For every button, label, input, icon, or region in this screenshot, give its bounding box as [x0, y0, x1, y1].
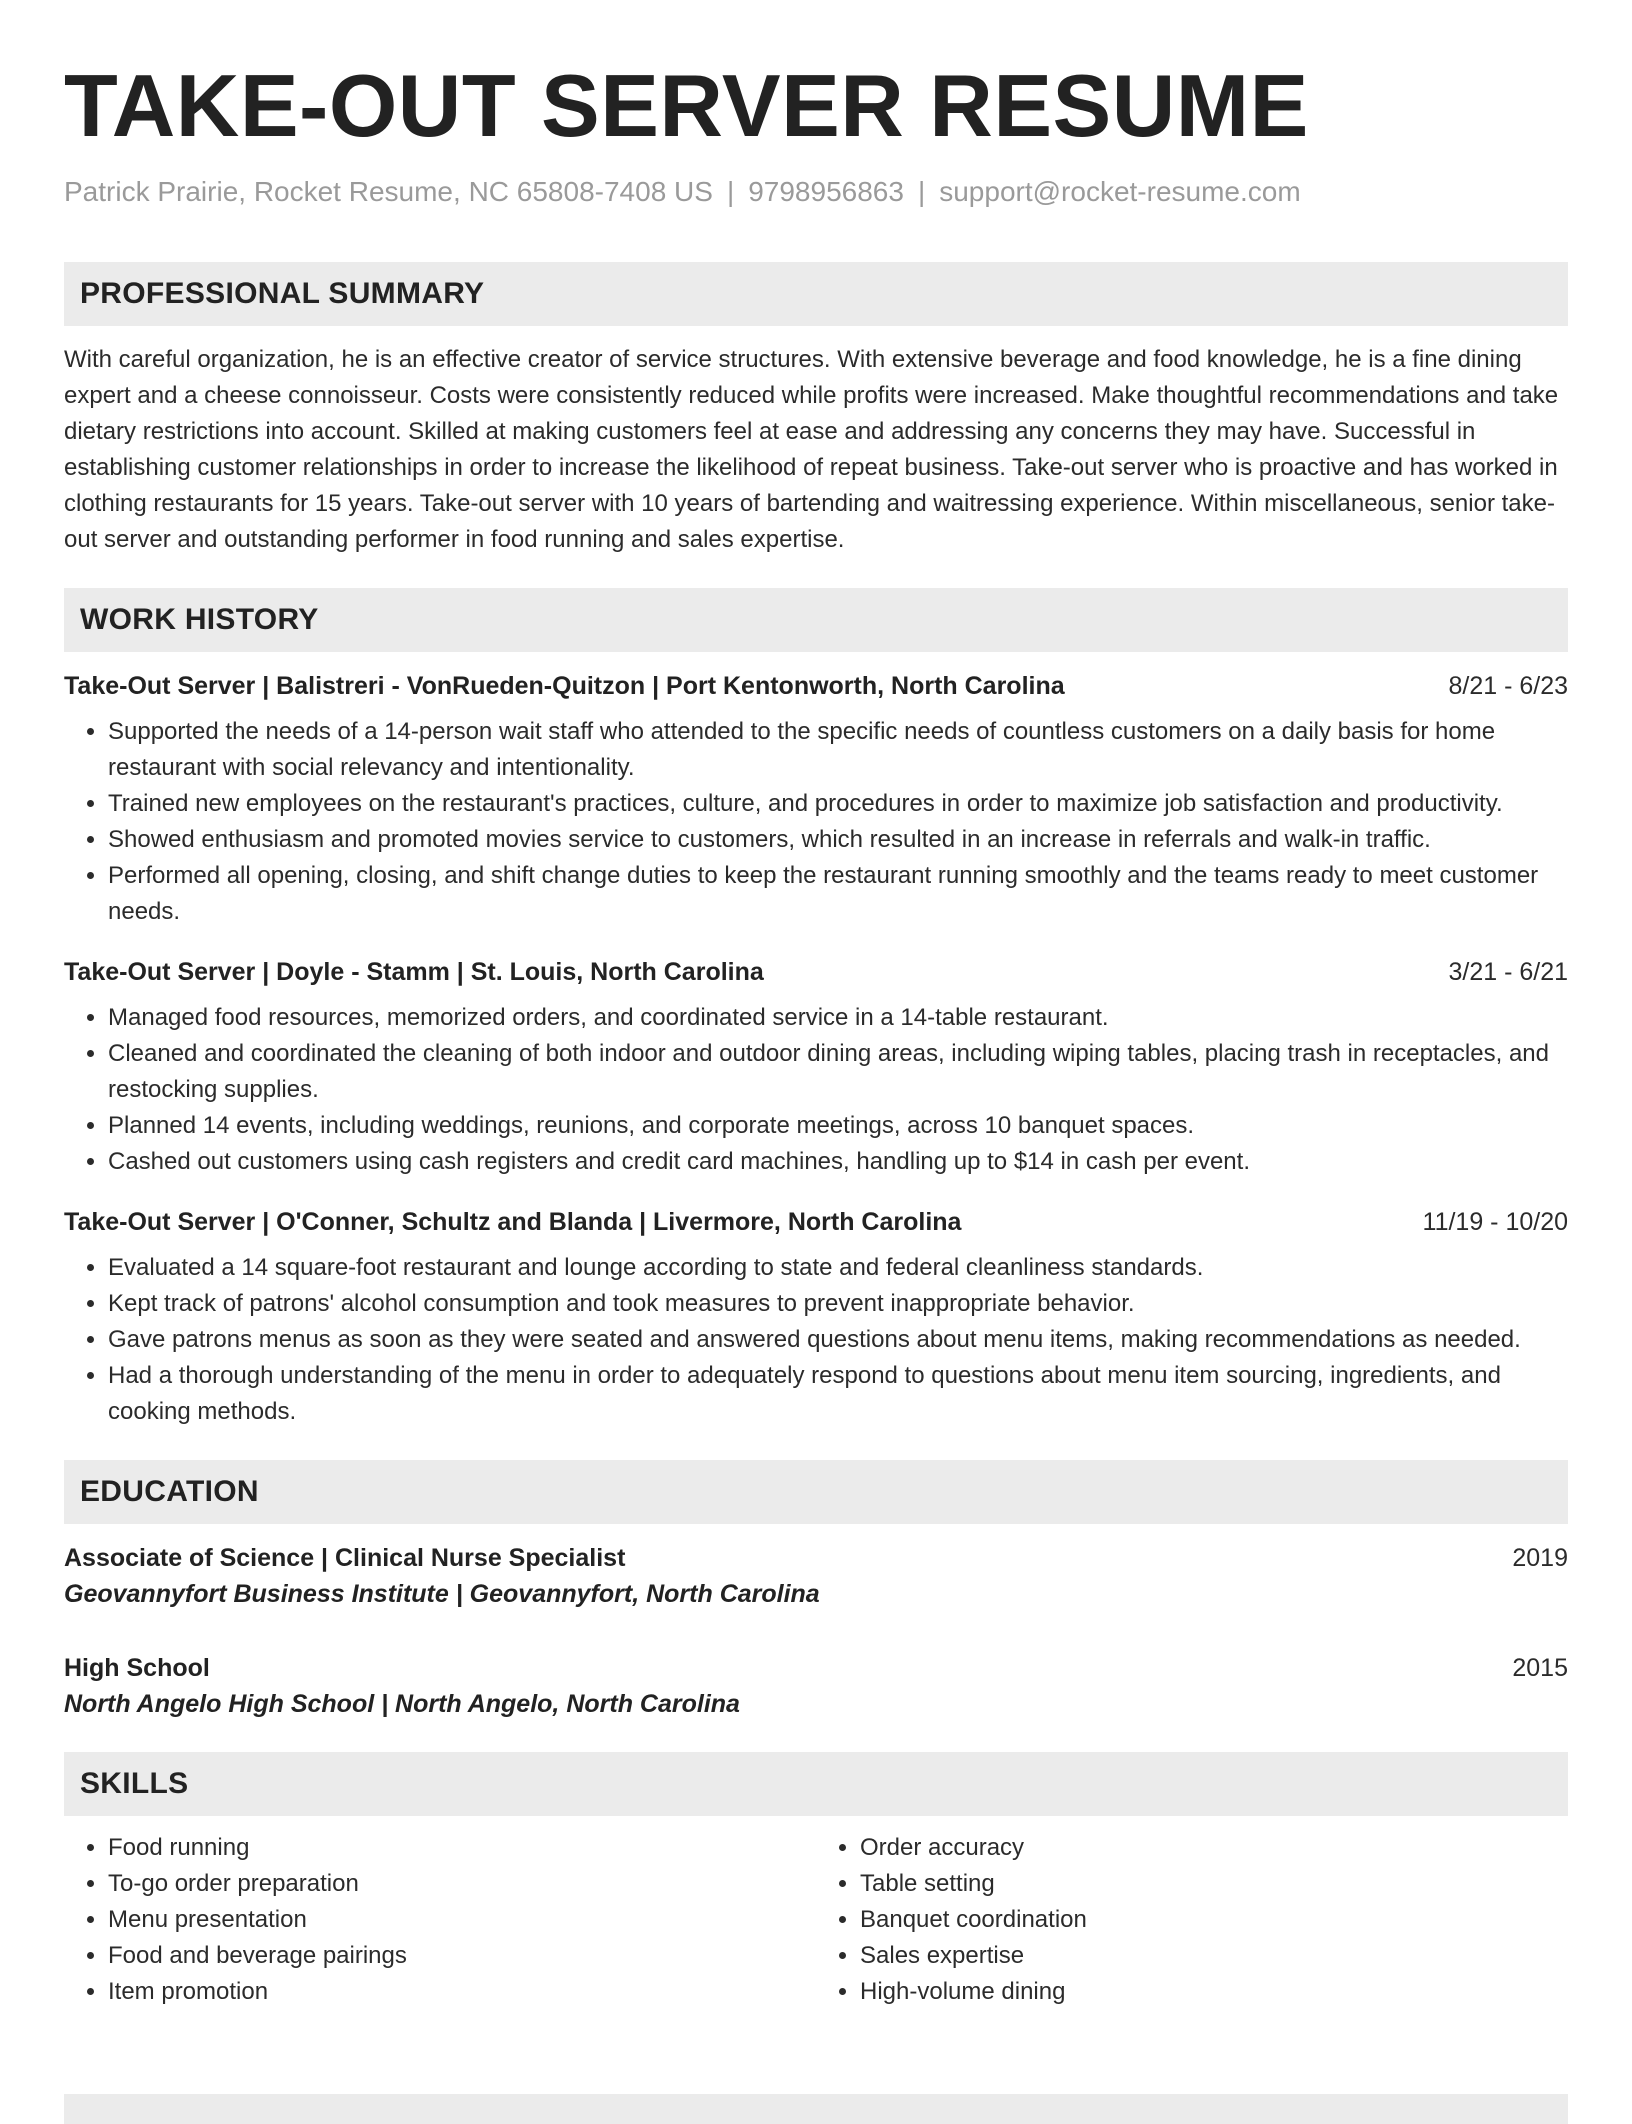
job-bullet: • Had a thorough understanding of the menu in order to adequately respond to questions about menu item sourcing, ingredients, and cooking methods. [108, 1358, 1568, 1430]
job-bullet: • Cashed out customers using cash registers and credit card machines, handling up to $14 in cash per event. [108, 1144, 1568, 1180]
skills-grid [64, 1816, 1568, 2010]
skill-item: • Banquet coordination [860, 1902, 1568, 1938]
skill-item: • Menu presentation [108, 1902, 816, 1938]
job-dates: 8/21 - 6/23 [1448, 672, 1568, 700]
education-header [64, 1540, 1568, 1576]
job-bullet: • Evaluated a 14 square-foot restaurant and lounge according to state and federal cleanliness standards. [108, 1250, 1568, 1286]
skill-item: • Order accuracy [860, 1830, 1568, 1866]
job-bullet: • Managed food resources, memorized orders, and coordinated service in a 14-table restaurant. [108, 1000, 1568, 1036]
job-entry [64, 668, 1568, 930]
skill-item: • Food and beverage pairings [108, 1938, 816, 1974]
job-title: Take-Out Server | Doyle - Stamm | St. Louis, North Carolina [64, 958, 764, 986]
job-dates: 11/19 - 10/20 [1422, 1208, 1568, 1236]
skill-item: • To-go order preparation [108, 1866, 816, 1902]
education-header [64, 1650, 1568, 1686]
job-bullet: • Cleaned and coordinated the cleaning of both indoor and outdoor dining areas, including wiping tables, placing trash in receptacles, and restocking supplies. [108, 1036, 1568, 1108]
summary-text: With careful organization, he is an effective creator of service structures. With extensive beverage and food knowledge, he is a fine dining expert and a cheese connoisseur. Costs were consistently reduced while profits were increased. Make thoughtful recommendations and take dietary restrictions into account. Skilled at making customers feel at ease and addressing any concerns they may have. Successful in establishing customer relationships in order to increase the likelihood of repeat business. Take-out server who is proactive and has worked in clothing restaurants for 15 years. Take-out server with 10 years of bartending and waitressing experience. Within miscellaneous, senior take-out server and outstanding performer in food running and sales expertise. [64, 346, 1559, 553]
job-bullet: • Supported the needs of a 14-person wait staff who attended to the specific needs of countless customers on a daily basis for home restaurant with social relevancy and intentionality. [108, 714, 1568, 786]
skill-item: • High-volume dining [860, 1974, 1568, 2010]
job-entry [64, 954, 1568, 1180]
skills-column-right [816, 1830, 1568, 2010]
job-title: Take-Out Server | Balistreri - VonRueden-Quitzon | Port Kentonworth, North Carolina [64, 672, 1065, 700]
skill-item: • Item promotion [108, 1974, 816, 2010]
education-year: 2019 [1512, 1544, 1568, 1572]
section-heading-skills: SKILLS [64, 1752, 1568, 1816]
education-entry [64, 1540, 1568, 1612]
education-entry [64, 1650, 1568, 1722]
job-bullet: • Showed enthusiasm and promoted movies service to customers, which resulted in an increase in referrals and walk-in traffic. [108, 822, 1568, 858]
job-header [64, 954, 1568, 990]
skills-column-left [64, 1830, 816, 2010]
job-bullet: • Trained new employees on the restaurant's practices, culture, and procedures in order to maximize job satisfaction and productivity. [108, 786, 1568, 822]
job-bullets [64, 1250, 1568, 1430]
contact-email: support@rocket-resume.com [939, 176, 1301, 207]
resume-title: TAKE-OUT SERVER RESUME [64, 56, 1309, 155]
contact-separator: | [726, 176, 735, 207]
section-heading-education: EDUCATION [64, 1460, 1568, 1524]
contact-address: Patrick Prairie, Rocket Resume, NC 65808-7408 US [64, 176, 713, 207]
education-school: North Angelo High School | North Angelo, North Carolina [64, 1690, 740, 1718]
skill-item: • Food running [108, 1830, 816, 1866]
job-dates: 3/21 - 6/21 [1448, 958, 1568, 986]
contact-line [64, 174, 1568, 210]
contact-separator: | [917, 176, 926, 207]
section-heading-summary: PROFESSIONAL SUMMARY [64, 262, 1568, 326]
job-bullet: • Performed all opening, closing, and shift change duties to keep the restaurant running smoothly and the teams ready to meet customer needs. [108, 858, 1568, 930]
job-bullets [64, 714, 1568, 930]
section-heading-next [64, 2094, 1568, 2124]
job-bullet: • Planned 14 events, including weddings, reunions, and corporate meetings, across 10 banquet spaces. [108, 1108, 1568, 1144]
job-entry [64, 1204, 1568, 1430]
education-school: Geovannyfort Business Institute | Geovannyfort, North Carolina [64, 1580, 820, 1608]
job-header [64, 668, 1568, 704]
job-header [64, 1204, 1568, 1240]
contact-phone: 9798956863 [748, 176, 904, 207]
education-degree: High School [64, 1654, 210, 1682]
section-heading-work-history: WORK HISTORY [64, 588, 1568, 652]
skill-item: • Table setting [860, 1866, 1568, 1902]
education-year: 2015 [1512, 1654, 1568, 1682]
job-bullet: • Kept track of patrons' alcohol consumption and took measures to prevent inappropriate behavior. [108, 1286, 1568, 1322]
job-title: Take-Out Server | O'Conner, Schultz and Blanda | Livermore, North Carolina [64, 1208, 962, 1236]
education-degree: Associate of Science | Clinical Nurse Specialist [64, 1544, 626, 1572]
job-bullets [64, 1000, 1568, 1180]
skill-item: • Sales expertise [860, 1938, 1568, 1974]
job-bullet: • Gave patrons menus as soon as they were seated and answered questions about menu items, making recommendations as needed. [108, 1322, 1568, 1358]
